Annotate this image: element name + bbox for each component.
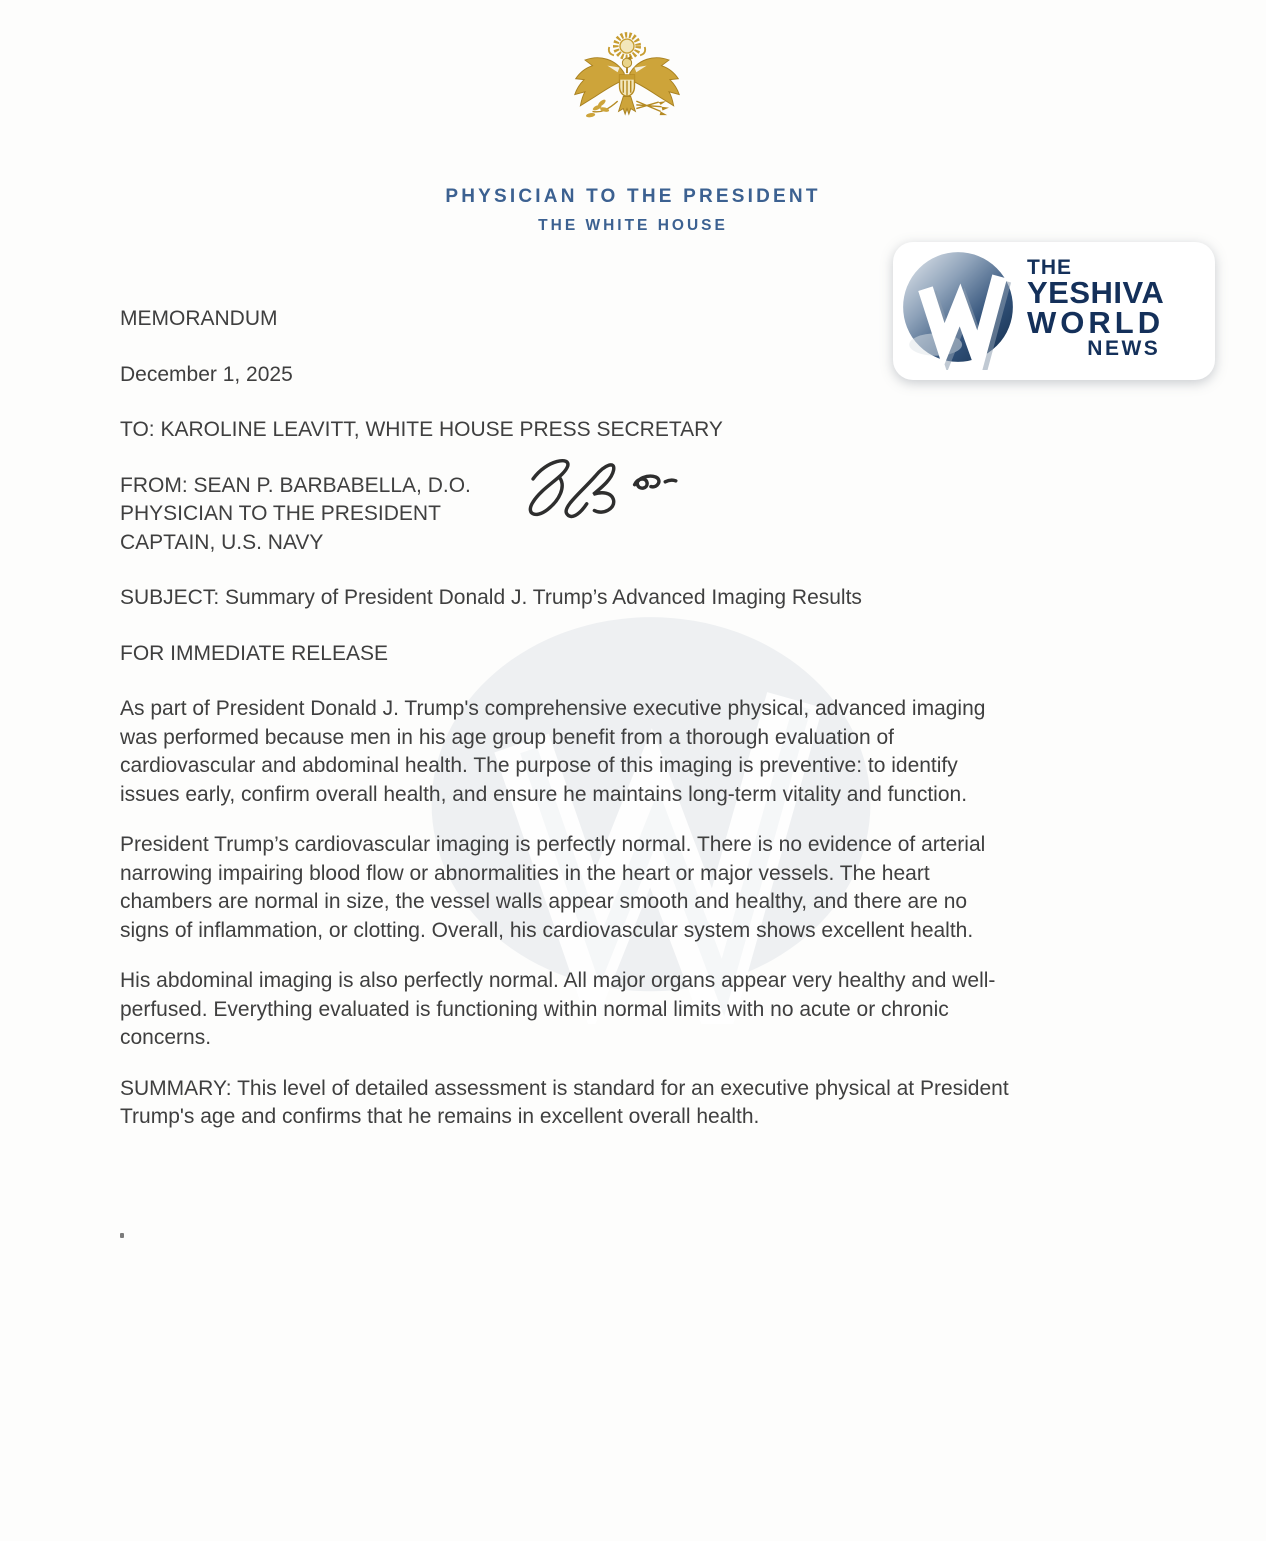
- paragraph-line: As part of President Donald J. Trump's comprehensive executive physical, advanced imaging: [120, 697, 986, 720]
- memo-from-rank: CAPTAIN, U.S. NAVY: [120, 530, 324, 554]
- paragraph-line: concerns.: [120, 1026, 212, 1049]
- logo-word-world: WORLD: [1027, 305, 1165, 340]
- paragraph-line: was performed because men in his age group benefit from a thorough evaluation of: [120, 725, 894, 749]
- body-paragraph: [120, 967, 1130, 1053]
- logo-word-the: THE: [1027, 256, 1072, 279]
- memo-from-block: [120, 472, 1130, 558]
- paragraph-line: Trump's age and confirms that he remains in excellent overall health.: [120, 1105, 760, 1128]
- presidential-eagle-seal-icon: [571, 30, 683, 148]
- body-paragraph: [120, 831, 1130, 945]
- paragraph-line: President Trump’s cardiovascular imaging is perfectly normal. There is no evidence of arterial: [120, 833, 986, 856]
- memo-date: December 1, 2025: [120, 362, 293, 386]
- memo-release-line: FOR IMMEDIATE RELEASE: [120, 641, 388, 665]
- memo-to-line: TO: KAROLINE LEAVITT, WHITE HOUSE PRESS SECRETARY: [120, 418, 723, 441]
- memo-body: [120, 305, 1130, 1154]
- paragraph-line: His abdominal imaging is also perfectly normal. All major organs appear very healthy and well-: [120, 969, 996, 992]
- paragraph-line: signs of inflammation, or clotting. Overall, his cardiovascular system shows excellent health.: [120, 918, 974, 942]
- letterhead-title: PHYSICIAN TO THE PRESIDENT: [445, 186, 821, 207]
- memo-from-line: FROM: SEAN P. BARBABELLA, D.O.: [120, 473, 471, 497]
- paragraph-line: SUMMARY: This level of detailed assessment is standard for an executive physical at President: [120, 1076, 1009, 1100]
- memo-from-title: PHYSICIAN TO THE PRESIDENT: [120, 502, 441, 525]
- logo-word-news: NEWS: [1087, 337, 1161, 360]
- paragraph-line: cardiovascular and abdominal health. The purpose of this imaging is preventive: to identify: [120, 754, 958, 777]
- paragraph-line: chambers are normal in size, the vessel walls appear smooth and healthy, and there are no: [120, 890, 968, 913]
- letterhead-subtitle: THE WHITE HOUSE: [538, 217, 728, 234]
- memo-label: MEMORANDUM: [120, 307, 278, 330]
- body-paragraph: [120, 695, 1130, 809]
- scan-artifact-dot: [120, 1233, 124, 1238]
- paragraph-line: perfused. Everything evaluated is functioning within normal limits with no acute or chronic: [120, 997, 949, 1021]
- signature-icon: [512, 450, 694, 527]
- logo-word-yeshiva: YESHIVA: [1027, 275, 1165, 310]
- paragraph-line: issues early, confirm overall health, and ensure he maintains long-term vitality and function.: [120, 782, 968, 806]
- body-paragraph: [120, 1075, 1130, 1132]
- paragraph-line: narrowing impairing blood flow or abnormalities in the heart or major vessels. The heart: [120, 861, 930, 885]
- memo-subject-line: SUBJECT: Summary of President Donald J. Trump’s Advanced Imaging Results: [120, 586, 862, 609]
